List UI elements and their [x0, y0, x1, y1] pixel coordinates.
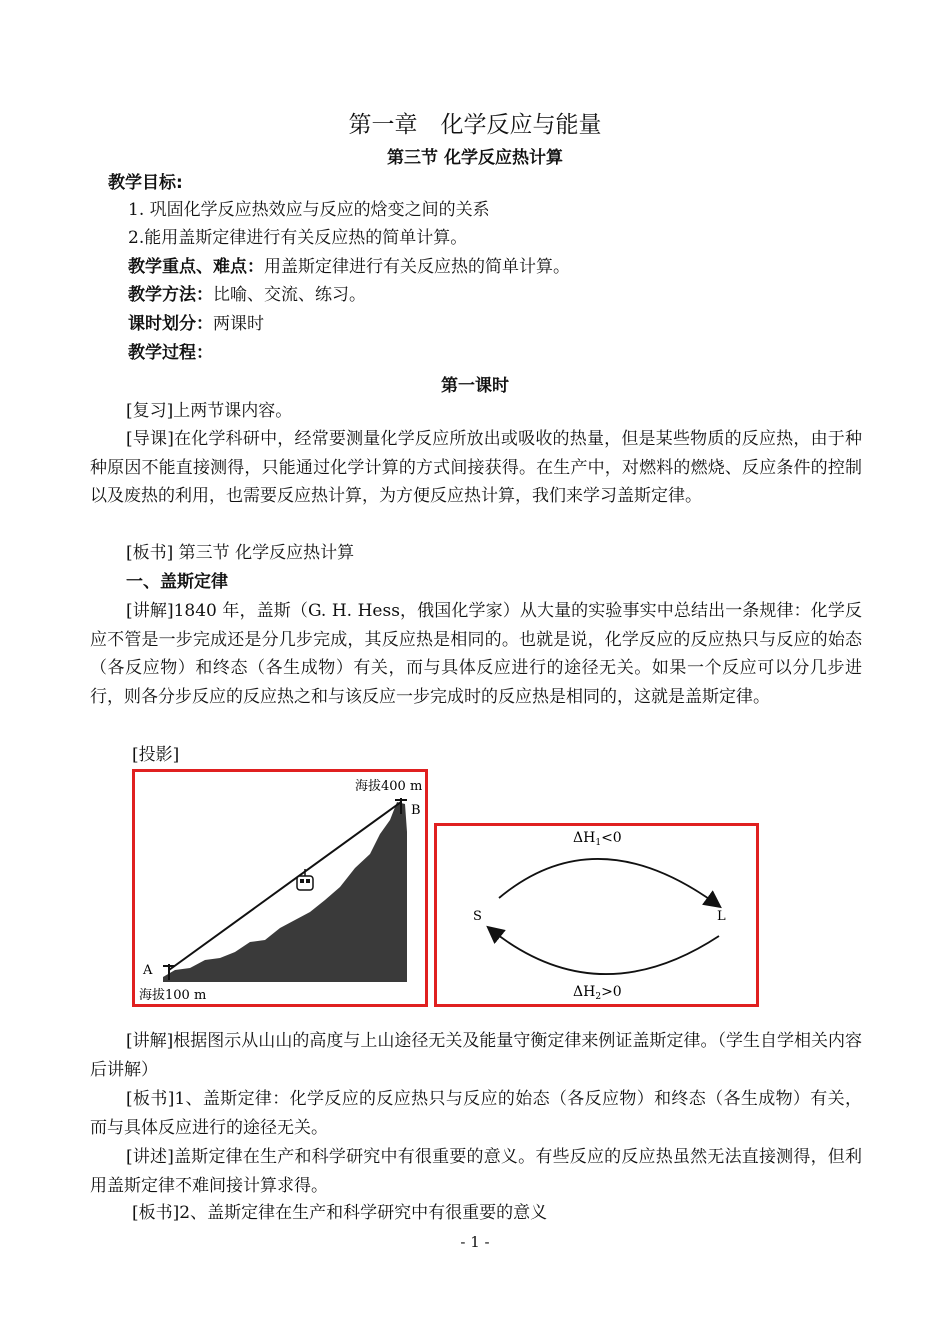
process-label: 教学过程： [128, 343, 213, 363]
heading-hess-law: 一、盖斯定律 [126, 572, 228, 592]
forward-arrow [499, 859, 719, 906]
hours-line [128, 311, 264, 338]
chapter-title: 第一章 化学反应与能量 [348, 112, 602, 138]
summit-altitude-label: 海拔400 m [355, 779, 423, 794]
delta-h2-label: $\Delta H_2>0$ [573, 984, 622, 1002]
methods-line [128, 282, 366, 309]
mountain-figure [132, 769, 428, 1007]
lesson-title: 第一课时 [441, 376, 509, 396]
hours-text: 两课时 [213, 314, 264, 334]
key-points-line [128, 254, 570, 281]
hours-label: 课时划分： [128, 314, 213, 334]
mountain-silhouette [163, 802, 407, 982]
section-title: 第三节 化学反应热计算 [387, 148, 563, 168]
mountain-illustration [135, 772, 425, 1004]
lecture-paragraph-2: [讲解]根据图示从山山的高度与上山途径无关及能量守衡定律来例证盖斯定律。（学生自学相关内容后讲解） [90, 1031, 862, 1080]
board-paragraph-3: [板书]2、盖斯定律在生产和科学研究中有很重要的意义 [132, 1203, 548, 1223]
enthalpy-cycle-diagram [437, 826, 756, 1004]
base-altitude-label: 海拔100 m [139, 988, 207, 1003]
projection-label: [投影] [132, 745, 180, 765]
lecture-paragraph-1: [讲解]1840 年，盖斯（G. H. Hess，俄国化学家）从大量的实验事实中总结出一条规律：化学反应不管是一步完成还是分几步完成，其反应热是相同的。也就是说，化学反应的反应热只与反应的始态（各反应物）和终态（各生成物）有关，而与具体反应进行的途径无关。如果一个反应可以分几步进行，则各分步反应的反应热之和与该反应一步完成时的反应热是相同的，这就是盖斯定律。 [90, 601, 862, 707]
cable-car-icon [297, 869, 313, 890]
state-l-label: L [717, 909, 726, 924]
point-b-label: B [411, 803, 421, 818]
objective-item-1: 1. 巩固化学反应热效应与反应的焓变之间的关系 [128, 200, 490, 220]
key-points-text: 用盖斯定律进行有关反应热的简单计算。 [264, 257, 570, 277]
board-paragraph-1: [板书] 第三节 化学反应热计算 [126, 543, 355, 563]
state-s-label: S [473, 909, 482, 924]
board-paragraph-2: [板书]1、盖斯定律：化学反应的反应热只与反应的始态（各反应物）和终态（各生成物）有关，而与具体反应进行的途径无关。 [90, 1089, 862, 1138]
page-number: - 1 - [460, 1233, 490, 1251]
objectives-label: 教学目标: [108, 173, 183, 193]
methods-label: 教学方法： [128, 285, 213, 305]
delta-h1-label: $\Delta H_1<0$ [573, 830, 622, 848]
reverse-arrow [489, 928, 719, 974]
key-points-label: 教学重点、难点： [128, 257, 264, 277]
intro-paragraph: [导课]在化学科研中，经常要测量化学反应所放出或吸收的热量，但是某些物质的反应热，由于种种原因不能直接测得，只能通过化学计算的方式间接获得。在生产中，对燃料的燃烧、反应条件的控制以及废热的利用，也需要反应热计算，为方便反应热计算，我们来学习盖斯定律。 [90, 429, 862, 506]
objective-item-2: 2.能用盖斯定律进行有关反应热的简单计算。 [128, 228, 468, 248]
enthalpy-cycle-figure [434, 823, 759, 1007]
point-a-label: A [143, 963, 153, 978]
methods-text: 比喻、交流、练习。 [213, 285, 366, 305]
review-paragraph: [复习]上两节课内容。 [126, 401, 293, 421]
talk-paragraph: [讲述]盖斯定律在生产和科学研究中有很重要的意义。有些反应的反应热虽然无法直接测得，但利用盖斯定律不难间接计算求得。 [90, 1147, 862, 1196]
